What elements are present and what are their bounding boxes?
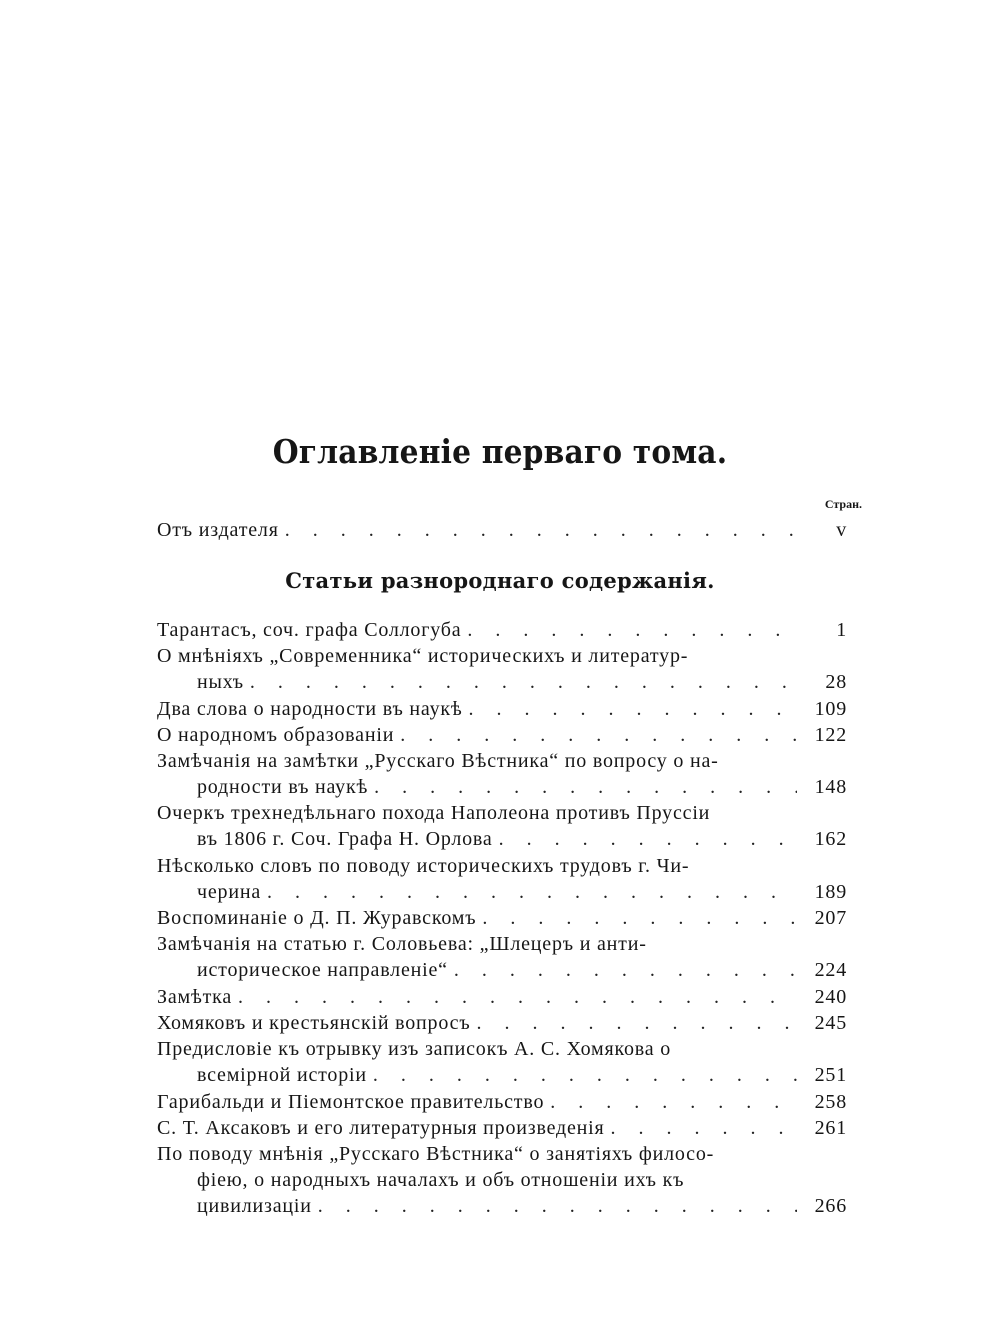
dot-leader	[250, 669, 797, 695]
toc-entry-page: 122	[814, 723, 847, 746]
toc-entry-page: 1	[836, 619, 847, 641]
toc-entry-text: Замѣчанія на статью г. Соловьева: „Шлецеръ и анти-	[157, 933, 647, 956]
toc-entry[interactable]	[157, 643, 847, 695]
toc-entry[interactable]	[157, 1036, 847, 1088]
toc-entry-text: историческое направленіе“	[197, 959, 448, 982]
toc-entry-text: По поводу мнѣнія „Русскаго Вѣстника“ о занятіяхъ филосо-	[157, 1143, 715, 1165]
dot-leader	[469, 696, 797, 722]
dot-leader	[318, 1193, 797, 1219]
toc-entry[interactable]	[157, 1141, 847, 1219]
toc-entry-text: Воспоминаніе о Д. П. Журавскомъ	[157, 907, 477, 930]
dot-leader	[267, 879, 797, 905]
page-column-label: Стран.	[824, 497, 862, 511]
page-title: Оглавленіе перваго тома.	[272, 432, 728, 471]
toc-entry-page: 266	[814, 1195, 847, 1217]
toc-entry-page: v	[836, 519, 847, 541]
dot-leader	[550, 1089, 797, 1115]
dot-leader	[499, 826, 797, 852]
toc-entry-text: О народномъ образованіи	[157, 723, 395, 746]
toc-entry[interactable]	[157, 696, 847, 722]
toc-entry-text: Замѣтка	[157, 985, 233, 1008]
toc-entry[interactable]	[157, 800, 847, 852]
toc-entry[interactable]	[157, 1010, 847, 1036]
dot-leader	[467, 617, 797, 643]
toc-entry-text: ныхъ	[197, 671, 244, 694]
toc-entry-text: черина	[197, 880, 262, 903]
toc-entry-page: 240	[814, 985, 847, 1008]
toc-entry[interactable]	[157, 1089, 847, 1115]
toc-entry[interactable]	[157, 1115, 847, 1141]
section-title: Статьи разнороднаго содержанія.	[285, 568, 715, 593]
toc-entry-text: Хомяковъ и крестьянскій вопросъ	[157, 1012, 471, 1034]
toc-entry-page: 109	[814, 697, 847, 720]
toc-entry-text: родности въ наукѣ	[197, 776, 369, 798]
toc-entry-text: С. Т. Аксаковъ и его литературныя произведенія	[157, 1116, 605, 1139]
toc-entry-page: 251	[814, 1064, 847, 1087]
toc-entry-text: фіею, о народныхъ началахъ и объ отношеніи ихъ къ	[197, 1169, 685, 1191]
toc-entry-page: 162	[814, 828, 847, 851]
toc-entry-text: Отъ издателя	[157, 519, 279, 541]
toc-entry[interactable]	[157, 617, 847, 643]
toc-entry-page: 258	[814, 1090, 847, 1113]
toc-entry-text: О мнѣніяхъ „Современника“ историческихъ и литератур-	[157, 645, 689, 668]
toc-entry-text: Замѣчанія на замѣтки „Русскаго Вѣстника“ по вопросу о на-	[157, 750, 719, 772]
toc-entry-preface[interactable]	[157, 517, 847, 543]
toc-entry[interactable]	[157, 722, 847, 748]
dot-leader	[238, 984, 797, 1010]
toc-entry-text: Очеркъ трехнедѣльнаго похода Наполеона противъ Пруссіи	[157, 802, 711, 825]
dot-leader	[373, 1062, 797, 1088]
dot-leader	[285, 517, 797, 543]
toc-entry-page: 261	[814, 1116, 847, 1139]
dot-leader	[476, 1010, 797, 1036]
dot-leader	[374, 774, 797, 800]
toc-entry-text: Нѣсколько словъ по поводу историческихъ трудовъ г. Чи-	[157, 854, 690, 877]
dot-leader	[454, 957, 797, 983]
toc-entry[interactable]	[157, 984, 847, 1010]
toc-entry-text: Два слова о народности въ наукѣ	[157, 697, 463, 720]
toc-entry-page: 28	[825, 671, 847, 694]
toc-entry-text: Предисловіе къ отрывку изъ записокъ А. С. Хомякова о	[157, 1038, 672, 1061]
toc-entry-text: цивилизаціи	[197, 1195, 312, 1217]
toc-entry[interactable]	[157, 853, 847, 905]
toc-entry-page: 189	[814, 880, 847, 903]
toc-entry[interactable]	[157, 905, 847, 931]
dot-leader	[611, 1115, 797, 1141]
toc-entry-text: Тарантасъ, соч. графа Соллогуба	[157, 619, 462, 641]
toc-entry[interactable]	[157, 931, 847, 983]
dot-leader	[482, 905, 797, 931]
toc-entry-page: 207	[814, 907, 847, 930]
dot-leader	[400, 722, 797, 748]
toc-entry-page: 224	[814, 959, 847, 982]
toc-entry[interactable]	[157, 748, 847, 800]
toc-entry-page: 245	[814, 1012, 847, 1034]
toc-entry-page: 148	[814, 776, 847, 798]
toc-entry-text: въ 1806 г. Соч. Графа Н. Орлова	[197, 828, 493, 851]
toc-entry-text: всемірной исторіи	[197, 1064, 367, 1087]
toc-entry-text: Гарибальди и Піемонтское правительство	[157, 1090, 545, 1113]
